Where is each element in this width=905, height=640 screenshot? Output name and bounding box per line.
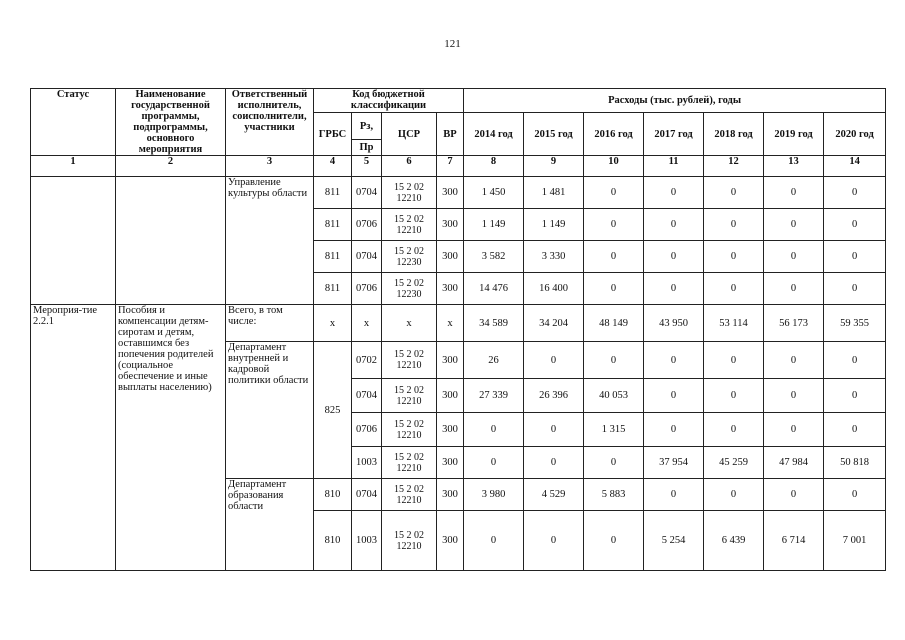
value-cell: 0 [584,342,644,379]
value-cell: 5 883 [584,479,644,511]
value-cell: 0 [824,413,886,447]
value-cell: 0 [524,413,584,447]
value-cell: 1 450 [464,177,524,209]
value-cell: 0 [764,379,824,413]
value-cell: 0 [704,209,764,241]
value-cell: 0 [644,241,704,273]
col-number: 2 [116,156,226,177]
value-cell: 53 114 [704,305,764,342]
value-cell: 6 439 [704,511,764,571]
table-row [31,177,886,209]
grbs-cell: 811 [314,273,352,305]
value-cell: 4 529 [524,479,584,511]
value-cell: 27 339 [464,379,524,413]
header-vr: ВР [437,113,464,156]
value-cell: 0 [464,447,524,479]
value-cell: 0 [464,511,524,571]
executor-cell: Департамент внутренней и кадровой политики области [226,342,314,479]
header-year: 2018 год [704,113,764,156]
executor-cell: Департамент образования области [226,479,314,571]
value-cell: 0 [704,413,764,447]
col-number: 7 [437,156,464,177]
value-cell: 0 [644,342,704,379]
csr-cell: 15 2 02 12210 [382,447,437,479]
value-cell: 0 [584,209,644,241]
value-cell: 0 [584,177,644,209]
value-cell: 0 [704,342,764,379]
value-cell: 0 [644,413,704,447]
value-cell: 3 330 [524,241,584,273]
grbs-cell: 811 [314,241,352,273]
value-cell: 37 954 [644,447,704,479]
value-cell: 50 818 [824,447,886,479]
value-cell: 0 [524,447,584,479]
value-cell: 34 204 [524,305,584,342]
rz-cell: 0704 [352,177,382,209]
value-cell: 0 [584,447,644,479]
name-cell [116,177,226,305]
rz-cell: х [352,305,382,342]
value-cell: 26 [464,342,524,379]
csr-cell: 15 2 02 12230 [382,273,437,305]
header-pr: Пр [352,140,382,156]
value-cell: 1 315 [584,413,644,447]
value-cell: 0 [644,379,704,413]
rz-cell: 0704 [352,379,382,413]
value-cell: 3 980 [464,479,524,511]
page-number: 121 [444,38,461,50]
value-cell: 0 [584,241,644,273]
csr-cell: 15 2 02 12210 [382,413,437,447]
vr-cell: 300 [437,479,464,511]
value-cell: 1 149 [524,209,584,241]
value-cell: 0 [824,342,886,379]
csr-cell: 15 2 02 12210 [382,209,437,241]
csr-cell: х [382,305,437,342]
value-cell: 0 [824,177,886,209]
value-cell: 0 [764,209,824,241]
rz-cell: 0702 [352,342,382,379]
value-cell: 0 [524,342,584,379]
header-csr: ЦСР [382,113,437,156]
header-expenses: Расходы (тыс. рублей), годы [464,89,886,113]
status-cell: Мероприя-тие 2.2.1 [31,305,116,571]
vr-cell: х [437,305,464,342]
value-cell: 0 [704,177,764,209]
value-cell: 0 [704,379,764,413]
value-cell: 0 [824,209,886,241]
vr-cell: 300 [437,241,464,273]
grbs-cell: 811 [314,209,352,241]
table-row [31,305,886,342]
vr-cell: 300 [437,511,464,571]
grbs-cell: 825 [314,342,352,479]
vr-cell: 300 [437,273,464,305]
value-cell: 6 714 [764,511,824,571]
rz-cell: 0704 [352,241,382,273]
grbs-cell: 810 [314,511,352,571]
value-cell: 0 [584,511,644,571]
col-number: 14 [824,156,886,177]
value-cell: 56 173 [764,305,824,342]
rz-cell: 0706 [352,273,382,305]
vr-cell: 300 [437,447,464,479]
col-number: 3 [226,156,314,177]
col-number: 9 [524,156,584,177]
header-name: Наименование государственной программы, подпрограммы, основного мероприятия [116,89,226,156]
rz-cell: 1003 [352,447,382,479]
rz-cell: 0706 [352,209,382,241]
value-cell: 0 [824,479,886,511]
header-status: Статус [31,89,116,156]
col-number: 8 [464,156,524,177]
executor-cell: Всего, в том числе: [226,305,314,342]
value-cell: 47 984 [764,447,824,479]
value-cell: 0 [644,273,704,305]
value-cell: 34 589 [464,305,524,342]
vr-cell: 300 [437,413,464,447]
header-grbs: ГРБС [314,113,352,156]
header-year: 2016 год [584,113,644,156]
csr-cell: 15 2 02 12210 [382,379,437,413]
value-cell: 48 149 [584,305,644,342]
header-year: 2015 год [524,113,584,156]
value-cell: 0 [764,241,824,273]
header-year: 2014 год [464,113,524,156]
value-cell: 7 001 [824,511,886,571]
executor-cell: Управление культуры области [226,177,314,305]
value-cell: 0 [764,479,824,511]
value-cell: 16 400 [524,273,584,305]
value-cell: 14 476 [464,273,524,305]
csr-cell: 15 2 02 12210 [382,177,437,209]
header-rz: Рз, [352,113,382,140]
value-cell: 0 [644,209,704,241]
col-number: 10 [584,156,644,177]
value-cell: 0 [704,479,764,511]
value-cell: 0 [584,273,644,305]
grbs-cell: х [314,305,352,342]
value-cell: 0 [704,241,764,273]
value-cell: 0 [764,413,824,447]
col-number: 12 [704,156,764,177]
header-year: 2019 год [764,113,824,156]
value-cell: 0 [824,273,886,305]
value-cell: 1 481 [524,177,584,209]
header-budget-code: Код бюджетной классификации [314,89,464,113]
value-cell: 0 [824,379,886,413]
value-cell: 45 259 [704,447,764,479]
value-cell: 1 149 [464,209,524,241]
value-cell: 59 355 [824,305,886,342]
value-cell: 5 254 [644,511,704,571]
value-cell: 0 [764,273,824,305]
header-year: 2017 год [644,113,704,156]
csr-cell: 15 2 02 12210 [382,511,437,571]
budget-table [30,88,886,571]
value-cell: 0 [764,342,824,379]
vr-cell: 300 [437,379,464,413]
vr-cell: 300 [437,342,464,379]
header-year: 2020 год [824,113,886,156]
csr-cell: 15 2 02 12210 [382,342,437,379]
rz-cell: 0704 [352,479,382,511]
col-number: 6 [382,156,437,177]
col-number: 5 [352,156,382,177]
value-cell: 0 [644,177,704,209]
value-cell: 26 396 [524,379,584,413]
status-cell [31,177,116,305]
header-executor: Ответственный исполнитель, соисполнители, участники [226,89,314,156]
col-number: 1 [31,156,116,177]
vr-cell: 300 [437,177,464,209]
rz-cell: 1003 [352,511,382,571]
value-cell: 0 [764,177,824,209]
col-number: 4 [314,156,352,177]
rz-cell: 0706 [352,413,382,447]
grbs-cell: 810 [314,479,352,511]
value-cell: 0 [464,413,524,447]
grbs-cell: 811 [314,177,352,209]
value-cell: 0 [704,273,764,305]
col-number: 13 [764,156,824,177]
measure-name-cell: Пособия и компенсации детям-сиротам и детям, оставшимся без попечения родителей (социальное обеспечение и иные выплаты населению) [116,305,226,571]
value-cell: 3 582 [464,241,524,273]
value-cell: 40 053 [584,379,644,413]
csr-cell: 15 2 02 12230 [382,241,437,273]
csr-cell: 15 2 02 12210 [382,479,437,511]
value-cell: 0 [824,241,886,273]
value-cell: 0 [644,479,704,511]
col-number: 11 [644,156,704,177]
value-cell: 0 [524,511,584,571]
vr-cell: 300 [437,209,464,241]
value-cell: 43 950 [644,305,704,342]
